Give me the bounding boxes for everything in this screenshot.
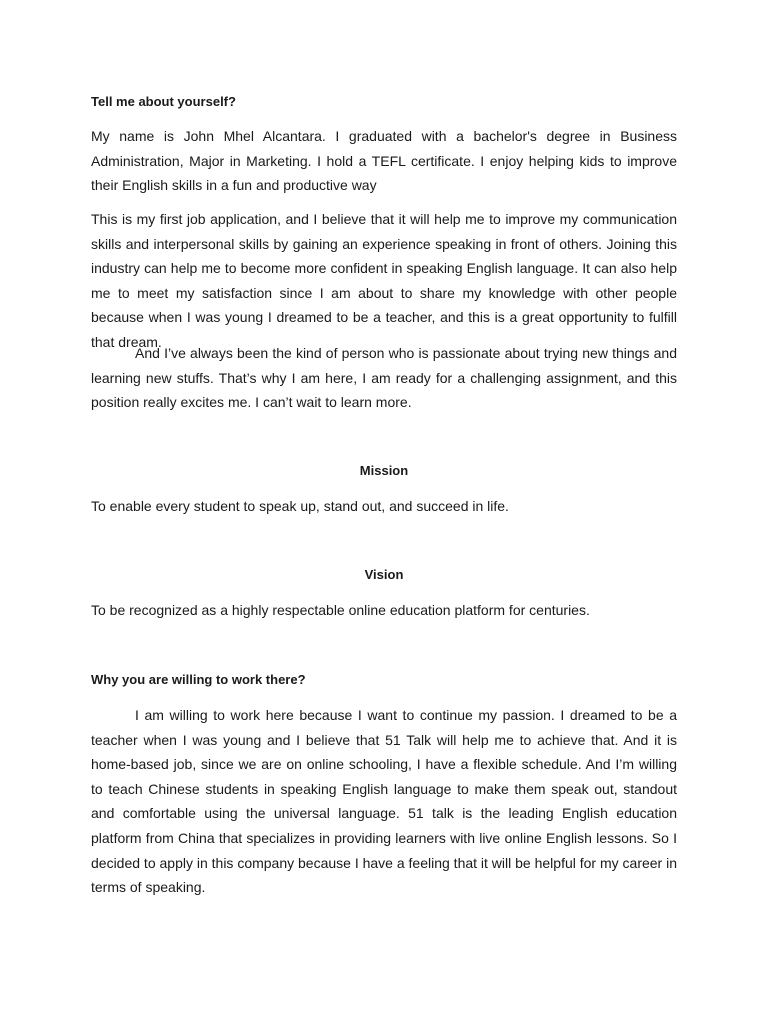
heading-vision: Vision <box>364 567 404 582</box>
heading-mission: Mission <box>359 463 409 478</box>
why-paragraph: I am willing to work here because I want to continue my passion. I dreamed to be a teacher when I was young and I believe that 51 Talk will help me to achieve that. And it is home-based job, since we are on online schooling, I have a flexible schedule. And I’m willing to teach Chinese students in speaking English language to make them speak out, standout and comfortable using the universal language. 51 talk is the leading English education platform from China that specializes in providing learners with live online English lessons. So I decided to apply in this company because I have a feeling that it will be helpful for my career in terms of speaking. <box>91 707 677 896</box>
mission-text: To enable every student to speak up, stand out, and succeed in life. <box>91 498 509 514</box>
heading-why: Why you are willing to work there? <box>91 672 306 687</box>
about-paragraph-1: My name is John Mhel Alcantara. I graduated with a bachelor's degree in Business Administration, Major in Marketing. I hold a TEFL certificate. I enjoy helping kids to improve their English skills in a fun and productive way <box>91 128 677 194</box>
vision-text: To be recognized as a highly respectable online education platform for centuries. <box>91 602 590 618</box>
about-paragraph-2: This is my first job application, and I believe that it will help me to improve my communication skills and interpersonal skills by gaining an experience speaking in front of others. Joining this industry can help me to become more confident in speaking English language. It can also help me to meet my satisfaction since I am about to share my knowledge with other people because when I was young I dreamed to be a teacher, and this is a great opportunity to fulfill that dream. <box>91 211 677 350</box>
heading-about: Tell me about yourself? <box>91 94 236 109</box>
about-paragraph-3: And I’ve always been the kind of person who is passionate about trying new things and learning new stuffs. That’s why I am here, I am ready for a challenging assignment, and this position really excites me. I can’t wait to learn more. <box>91 345 677 411</box>
